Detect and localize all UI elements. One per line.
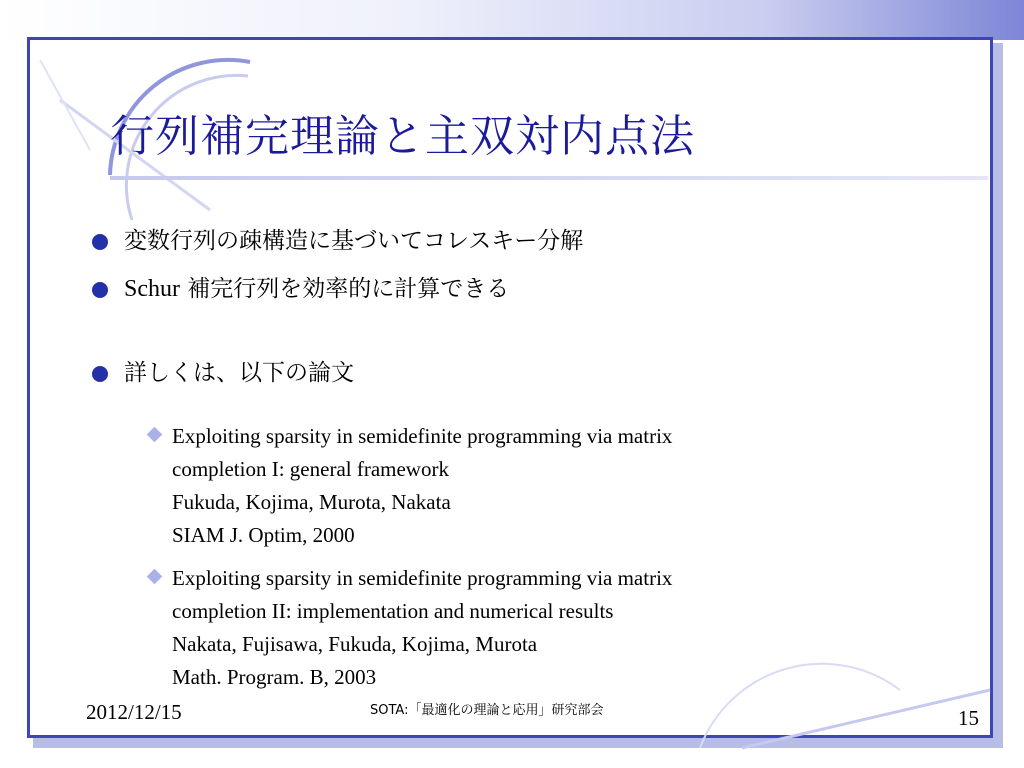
reference-title-line: completion II: implementation and numerical results bbox=[172, 599, 614, 623]
title-underline bbox=[110, 176, 988, 180]
reference-item bbox=[146, 420, 672, 552]
bullet-dot-icon bbox=[92, 366, 108, 382]
diamond-bullet-icon bbox=[147, 427, 163, 443]
reference-title-line: Exploiting sparsity in semidefinite programming via matrix bbox=[172, 566, 673, 590]
bullet-list bbox=[86, 222, 583, 402]
diamond-bullet-icon bbox=[147, 569, 163, 585]
reference-title-line: completion I: general framework bbox=[172, 457, 449, 481]
bullet-text: 変数行列の疎構造に基づいてコレスキー分解 bbox=[124, 228, 584, 254]
reference-authors: Fukuda, Kojima, Murota, Nakata bbox=[172, 490, 451, 514]
reference-authors: Nakata, Fujisawa, Fukuda, Kojima, Murota bbox=[172, 632, 538, 656]
bullet-item bbox=[86, 354, 583, 402]
bullet-item bbox=[86, 270, 583, 318]
reference-title-line: Exploiting sparsity in semidefinite programming via matrix bbox=[172, 424, 673, 448]
page-number: 15 bbox=[958, 706, 979, 730]
bullet-dot-icon bbox=[92, 234, 108, 250]
reference-venue: SIAM J. Optim, 2000 bbox=[172, 523, 355, 547]
reference-venue: Math. Program. B, 2003 bbox=[172, 665, 377, 689]
footer-date: 2012/12/15 bbox=[86, 700, 182, 724]
reference-item bbox=[146, 562, 672, 694]
bullet-dot-icon bbox=[92, 282, 108, 298]
bullet-text: 補完行列を効率的に計算できる bbox=[180, 276, 510, 302]
bullet-text: 詳しくは、以下の論文 bbox=[124, 360, 354, 386]
footer-event-name: SOTA:「最適化の理論と応用」研究部会 bbox=[370, 703, 604, 718]
bullet-latin-text: Schur bbox=[124, 276, 180, 302]
reference-list bbox=[146, 420, 672, 704]
bullet-item bbox=[86, 222, 583, 270]
slide-title: 行列補完理論と主双対内点法 bbox=[110, 111, 695, 162]
